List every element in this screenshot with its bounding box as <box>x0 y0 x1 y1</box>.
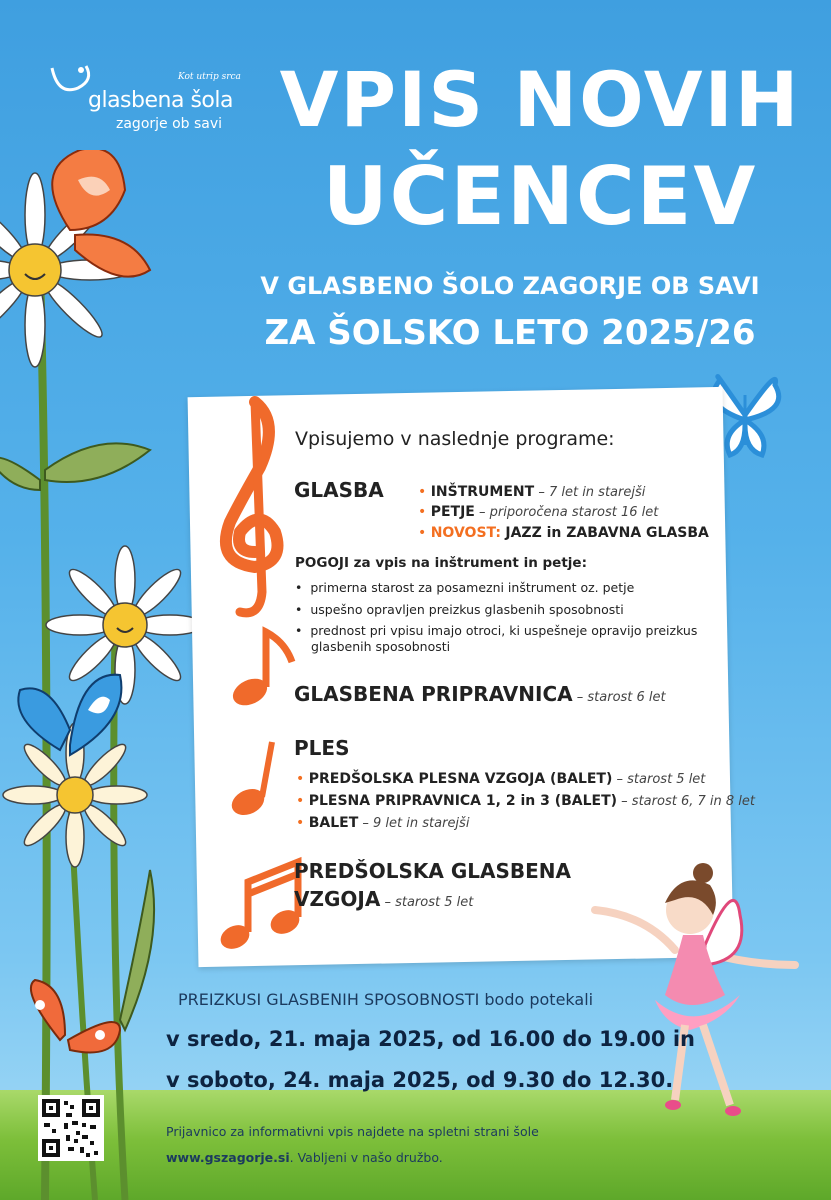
title-line4: ZA ŠOLSKO LETO 2025/26 <box>264 313 756 353</box>
glasba-item-2: • PETJE – priporočena starost 16 let <box>418 504 659 520</box>
logo-tagline: Kot utrip srca <box>178 72 241 82</box>
pogoji-item-3-cont: glasbenih sposobnosti <box>311 639 451 654</box>
predsolska-heading: PREDŠOLSKA GLASBENA <box>294 859 571 883</box>
title-line2: UČENCEV <box>322 150 758 243</box>
glasba-item-1: • INŠTRUMENT – 7 let in starejši <box>418 484 646 500</box>
treble-clef-icon <box>226 402 278 613</box>
title-line1: VPIS NOVIH <box>279 55 801 144</box>
pogoji-item-2: • uspešno opravljen preizkus glasbenih sposobnosti <box>295 602 624 617</box>
eighth-note-icon <box>229 632 292 710</box>
glasba-heading: GLASBA <box>294 478 384 502</box>
qr-code[interactable] <box>38 1095 104 1161</box>
footer-line-1: Prijavnico za informativni vpis najdete na spletni strani šole <box>166 1124 539 1139</box>
pogoji-item-1: • primerna starost za posamezni inštrument oz. petje <box>295 580 635 595</box>
ples-heading: PLES <box>294 736 350 760</box>
pogoji-item-3: • prednost pri vpisu imajo otroci, ki uspešneje opravijo preizkus <box>295 623 698 638</box>
ples-item-1: • PREDŠOLSKA PLESNA VZGOJA (BALET) – starost 5 let <box>296 771 706 787</box>
programs-intro: Vpisujemo v naslednje programe: <box>295 428 615 450</box>
preizkusi-line: PREIZKUSI GLASBENIH SPOSOBNOSTI bodo potekali <box>178 990 594 1009</box>
beamed-notes-icon <box>217 862 303 953</box>
ples-item-3: • BALET – 9 let in starejši <box>296 815 470 831</box>
quarter-note-icon <box>228 742 272 820</box>
footer-line-2: www.gszagorje.si. Vabljeni v našo družbo. <box>166 1150 443 1165</box>
glasba-item-3: • NOVOST: JAZZ in ZABAVNA GLASBA <box>418 525 709 541</box>
pogoji-heading: POGOJI za vpis na inštrument in petje: <box>295 555 587 571</box>
date-line-1: v sredo, 21. maja 2025, od 16.00 do 19.00 in <box>166 1027 695 1051</box>
website-link[interactable]: www.gszagorje.si <box>166 1150 290 1165</box>
logo-place: zagorje ob savi <box>116 116 223 132</box>
pripravnica-line: GLASBENA PRIPRAVNICA – starost 6 let <box>294 682 666 706</box>
logo-name: glasbena šola <box>88 88 233 113</box>
title-line3: V GLASBENO ŠOLO ZAGORJE OB SAVI <box>260 272 760 300</box>
school-logo <box>48 58 258 148</box>
date-line-2: v soboto, 24. maja 2025, od 9.30 do 12.30. <box>166 1068 674 1092</box>
ples-item-2: • PLESNA PRIPRAVNICA 1, 2 in 3 (BALET) – starost 6, 7 in 8 let <box>296 793 755 809</box>
predsolska-line2: VZGOJA – starost 5 let <box>294 887 474 911</box>
